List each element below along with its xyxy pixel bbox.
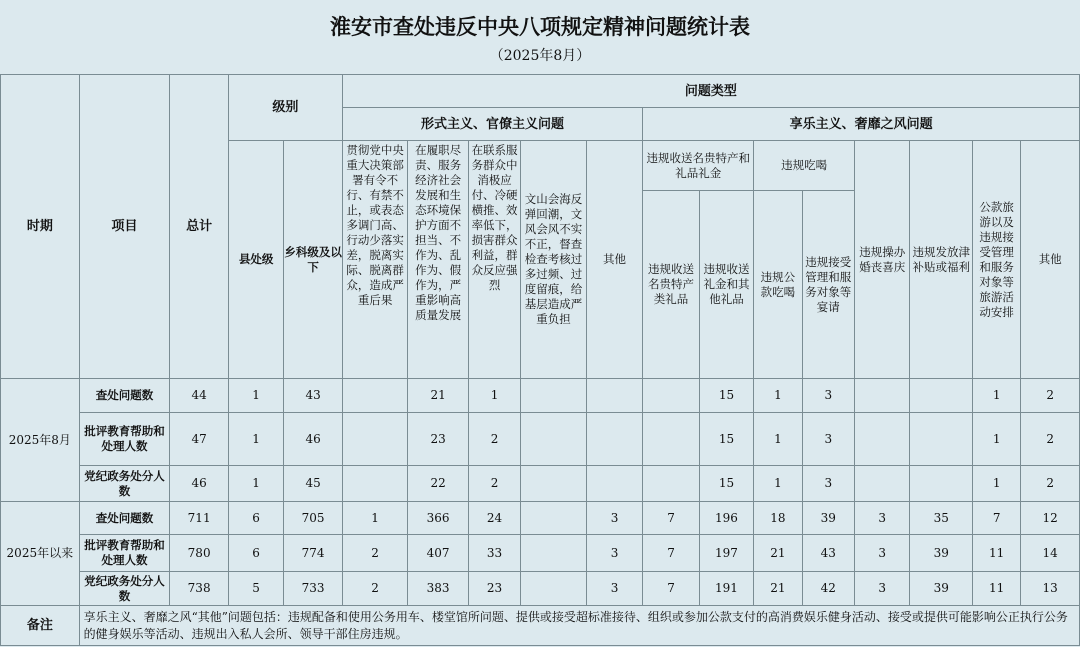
header-county-level: 县处级 — [228, 141, 283, 379]
cell — [855, 379, 910, 413]
cell: 383 — [408, 572, 469, 606]
cell: 2 — [342, 572, 408, 606]
note-label: 备注 — [1, 606, 80, 646]
cell: 2 — [342, 535, 408, 572]
cell: 21 — [408, 379, 469, 413]
cell: 23 — [408, 413, 469, 466]
cell — [586, 413, 642, 466]
cell: 3 — [802, 466, 854, 502]
cell: 7 — [643, 502, 699, 535]
cell: 46 — [284, 413, 343, 466]
cell: 6 — [228, 502, 283, 535]
header-eating-public: 违规公款吃喝 — [754, 191, 802, 379]
header-tourism: 公款旅游以及违规接受管理和服务对象等旅游活动安排 — [972, 141, 1020, 379]
header-hedonism-other: 其他 — [1021, 141, 1080, 379]
header-formalism-type-1: 贯彻党中央重大决策部署有令不行、有禁不止，或表态多调门高、行动少落实差，脱离实际、脱离群众，造成严重后果 — [342, 141, 408, 379]
row-item: 查处问题数 — [79, 379, 170, 413]
cell: 5 — [228, 572, 283, 606]
header-gifts: 违规收送名贵特产和礼品礼金 — [643, 141, 754, 191]
cell: 24 — [468, 502, 520, 535]
row-item: 党纪政务处分人数 — [79, 572, 170, 606]
cell: 11 — [972, 572, 1020, 606]
cell: 21 — [754, 535, 802, 572]
cell: 39 — [802, 502, 854, 535]
cell — [643, 466, 699, 502]
cell: 45 — [284, 466, 343, 502]
table-row — [1, 502, 1080, 535]
cell: 14 — [1021, 535, 1080, 572]
cell — [521, 413, 587, 466]
cell: 407 — [408, 535, 469, 572]
cell — [910, 413, 973, 466]
cell: 3 — [586, 572, 642, 606]
cell — [521, 466, 587, 502]
cell: 39 — [910, 535, 973, 572]
cell: 1 — [468, 379, 520, 413]
page-subtitle: （2025年8月） — [489, 48, 591, 64]
header-total: 总计 — [170, 75, 228, 379]
cell — [521, 502, 587, 535]
cell: 42 — [802, 572, 854, 606]
cell — [910, 379, 973, 413]
header-gifts-specialty: 违规收送名贵特产类礼品 — [643, 191, 699, 379]
cell: 1 — [754, 466, 802, 502]
cell — [643, 379, 699, 413]
cell: 3 — [802, 379, 854, 413]
header-formalism-type-2: 在履职尽责、服务经济社会发展和生态环境保护方面不担当、不作为、乱作为、假作为，严重影响高质量发展 — [408, 141, 469, 379]
cell — [586, 466, 642, 502]
header-weddings-funerals: 违规操办婚丧喜庆 — [855, 141, 910, 379]
cell: 3 — [586, 502, 642, 535]
statistics-table — [0, 74, 1080, 646]
header-eating-banquet: 违规接受管理和服务对象等宴请 — [802, 191, 854, 379]
cell — [521, 379, 587, 413]
header-hedonism: 享乐主义、奢靡之风问题 — [643, 108, 1080, 141]
cell — [521, 572, 587, 606]
cell: 1 — [228, 413, 283, 466]
period-label: 2025年8月 — [1, 379, 80, 502]
header-period: 时期 — [1, 75, 80, 379]
cell: 2 — [1021, 379, 1080, 413]
table-row — [1, 466, 1080, 502]
cell: 2 — [468, 413, 520, 466]
cell: 1 — [754, 413, 802, 466]
cell: 3 — [855, 572, 910, 606]
table-row — [1, 535, 1080, 572]
cell: 13 — [1021, 572, 1080, 606]
cell: 15 — [699, 413, 753, 466]
cell: 11 — [972, 535, 1020, 572]
header-eating: 违规吃喝 — [754, 141, 855, 191]
cell: 1 — [228, 466, 283, 502]
cell: 7 — [643, 572, 699, 606]
row-item: 批评教育帮助和处理人数 — [79, 413, 170, 466]
cell: 191 — [699, 572, 753, 606]
cell: 47 — [170, 413, 228, 466]
cell: 774 — [284, 535, 343, 572]
cell: 18 — [754, 502, 802, 535]
cell: 12 — [1021, 502, 1080, 535]
header-allowances: 违规发放津补贴或福利 — [910, 141, 973, 379]
cell: 3 — [855, 502, 910, 535]
cell: 738 — [170, 572, 228, 606]
cell: 46 — [170, 466, 228, 502]
cell: 196 — [699, 502, 753, 535]
cell: 39 — [910, 572, 973, 606]
cell: 33 — [468, 535, 520, 572]
cell: 2 — [1021, 413, 1080, 466]
cell: 3 — [586, 535, 642, 572]
cell: 6 — [228, 535, 283, 572]
table-row — [1, 379, 1080, 413]
row-item: 批评教育帮助和处理人数 — [79, 535, 170, 572]
header-township-level: 乡科级及以下 — [284, 141, 343, 379]
table-row — [1, 413, 1080, 466]
cell: 733 — [284, 572, 343, 606]
note-row — [1, 606, 1080, 646]
cell: 15 — [699, 379, 753, 413]
cell — [910, 466, 973, 502]
header-item: 项目 — [79, 75, 170, 379]
cell: 1 — [972, 379, 1020, 413]
cell — [342, 413, 408, 466]
cell — [855, 413, 910, 466]
cell: 1 — [972, 413, 1020, 466]
cell: 1 — [342, 502, 408, 535]
cell — [643, 413, 699, 466]
period-label: 2025年以来 — [1, 502, 80, 606]
header-level: 级别 — [228, 75, 342, 141]
cell: 1 — [754, 379, 802, 413]
cell: 35 — [910, 502, 973, 535]
cell: 7 — [643, 535, 699, 572]
cell: 3 — [802, 413, 854, 466]
cell: 780 — [170, 535, 228, 572]
cell: 705 — [284, 502, 343, 535]
cell: 197 — [699, 535, 753, 572]
cell: 2 — [1021, 466, 1080, 502]
cell: 22 — [408, 466, 469, 502]
cell: 2 — [468, 466, 520, 502]
row-item: 党纪政务处分人数 — [79, 466, 170, 502]
cell: 7 — [972, 502, 1020, 535]
header-formalism-type-4: 文山会海反弹回潮，文风会风不实不正，督查检查考核过多过频、过度留痕，给基层造成严重负担 — [521, 141, 587, 379]
cell: 23 — [468, 572, 520, 606]
cell: 711 — [170, 502, 228, 535]
cell — [342, 379, 408, 413]
header-problem-type: 问题类型 — [342, 75, 1079, 108]
cell: 1 — [972, 466, 1020, 502]
cell — [586, 379, 642, 413]
table-row — [1, 572, 1080, 606]
cell: 21 — [754, 572, 802, 606]
page-title: 淮安市查处违反中央八项规定精神问题统计表 — [330, 15, 750, 39]
header-formalism-other: 其他 — [586, 141, 642, 379]
cell: 3 — [855, 535, 910, 572]
row-item: 查处问题数 — [79, 502, 170, 535]
header-gifts-money: 违规收送礼金和其他礼品 — [699, 191, 753, 379]
cell: 43 — [802, 535, 854, 572]
cell — [342, 466, 408, 502]
cell — [521, 535, 587, 572]
cell: 15 — [699, 466, 753, 502]
cell: 1 — [228, 379, 283, 413]
cell: 43 — [284, 379, 343, 413]
header-formalism-type-3: 在联系服务群众中消极应付、冷硬横推、效率低下，损害群众利益，群众反应强烈 — [468, 141, 520, 379]
header-formalism: 形式主义、官僚主义问题 — [342, 108, 642, 141]
cell — [855, 466, 910, 502]
cell: 366 — [408, 502, 469, 535]
cell: 44 — [170, 379, 228, 413]
note-text: 享乐主义、奢靡之风“其他”问题包括：违规配备和使用公务用车、楼堂馆所问题、提供或接受超标准接待、组织或参加公款支付的高消费娱乐健身活动、接受或提供可能影响公正执行公务的健身娱乐等活动、违规出入私人会所、领导干部住房违规。 — [79, 606, 1079, 646]
title-block — [0, 0, 1080, 75]
